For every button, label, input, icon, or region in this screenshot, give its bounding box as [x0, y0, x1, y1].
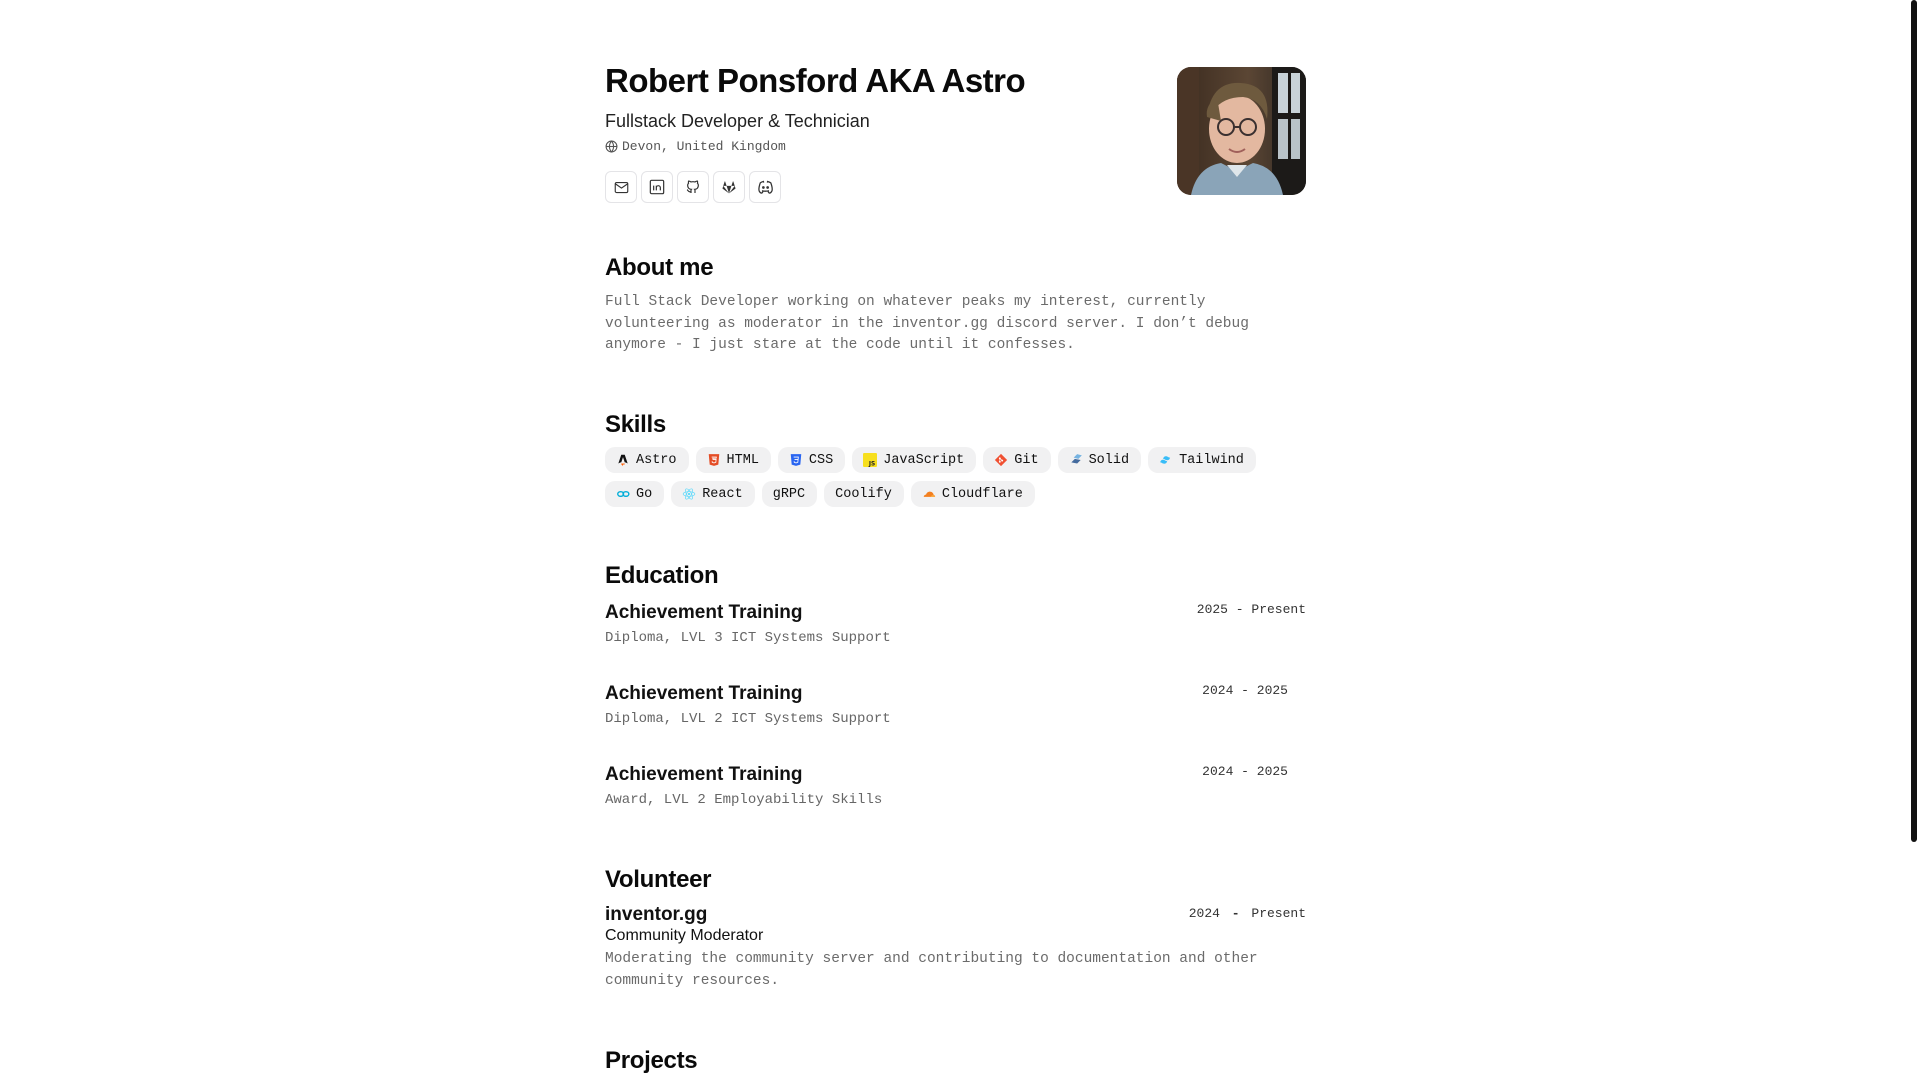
- gitlab-icon: [721, 179, 737, 195]
- email-button[interactable]: [605, 171, 637, 203]
- svg-text:JS: JS: [869, 461, 876, 467]
- volunteer-section: [605, 866, 1306, 994]
- education-school: Achievement Training: [605, 602, 803, 623]
- linkedin-icon: [649, 179, 665, 195]
- react-icon: [682, 487, 696, 501]
- mail-icon: [614, 180, 629, 195]
- javascript-icon: [863, 453, 877, 467]
- about-text: Full Stack Developer working on whatever peaks my interest, currently volunteering as moderator in the inventor.gg discord server. I don’t debug anymore - I just stare at the code until it confesses.: [605, 294, 1249, 353]
- linkedin-button[interactable]: [641, 171, 673, 203]
- css-icon: [789, 453, 803, 467]
- education-item: [605, 681, 1306, 762]
- skill-badge-html: [696, 447, 771, 473]
- skill-label: Go: [636, 486, 653, 502]
- projects-section: [605, 1047, 697, 1075]
- skill-badge-git: [983, 447, 1050, 473]
- globe-icon: [605, 140, 618, 153]
- education-item: [605, 762, 1306, 843]
- skill-label: CSS: [808, 452, 834, 468]
- scrollbar-thumb[interactable]: [1911, 0, 1917, 842]
- profile-location[interactable]: [605, 139, 786, 154]
- skill-label: gRPC: [772, 486, 806, 502]
- date-separator: -: [1231, 906, 1240, 921]
- discord-button[interactable]: [749, 171, 781, 203]
- go-icon: [616, 487, 630, 501]
- gitlab-button[interactable]: [713, 171, 745, 203]
- discord-icon: [757, 179, 774, 196]
- skill-label: Tailwind: [1179, 452, 1244, 468]
- skill-label: JavaScript: [883, 452, 965, 468]
- education-section: [605, 562, 1306, 843]
- skill-badge-coolify: [824, 481, 904, 507]
- page-scrollbar[interactable]: [1906, 0, 1920, 1080]
- skill-badge-cloudflare: [911, 481, 1035, 507]
- education-degree: Diploma, LVL 3 ICT Systems Support: [605, 630, 891, 646]
- astro-icon: [616, 453, 630, 467]
- git-icon: [994, 453, 1008, 467]
- volunteer-end: Present: [1251, 906, 1306, 921]
- volunteer-heading: Volunteer: [605, 866, 712, 893]
- skill-badge-javascript: [852, 447, 976, 473]
- skill-badge-tailwind: [1148, 447, 1256, 473]
- social-links: [605, 171, 781, 203]
- github-button[interactable]: [677, 171, 709, 203]
- solid-icon: [1069, 453, 1083, 467]
- skill-label: Coolify: [835, 486, 892, 502]
- education-date: 2025 - Present: [1196, 602, 1306, 617]
- volunteer-start: 2024: [1188, 906, 1220, 921]
- html-icon: [707, 453, 721, 467]
- skill-badge-go: [605, 481, 664, 507]
- location-text: Devon, United Kingdom: [622, 139, 786, 154]
- profile-subtitle: Fullstack Developer & Technician: [605, 111, 870, 131]
- education-date: 2024 - 2025: [1202, 683, 1288, 698]
- education-date: 2024 - 2025: [1202, 764, 1288, 779]
- volunteer-role: Community Moderator: [605, 927, 764, 944]
- profile-header: [605, 0, 1306, 200]
- education-school: Achievement Training: [605, 683, 803, 704]
- skill-label: React: [702, 486, 743, 502]
- profile-name: Robert Ponsford AKA Astro: [605, 62, 1026, 99]
- education-degree: Diploma, LVL 2 ICT Systems Support: [605, 711, 891, 727]
- github-icon: [685, 179, 701, 195]
- education-degree: Award, LVL 2 Employability Skills: [605, 792, 883, 808]
- volunteer-item: [605, 904, 1306, 994]
- education-item: [605, 600, 1306, 681]
- skill-badge-grpc: [762, 481, 817, 507]
- skill-badge-solid: [1058, 447, 1142, 473]
- volunteer-organization: inventor.gg: [605, 904, 708, 925]
- skill-label: Git: [1014, 452, 1039, 468]
- skill-badge-react: [671, 481, 755, 507]
- skill-badge-css: [778, 447, 845, 473]
- cloudflare-icon: [922, 487, 936, 501]
- about-section: [605, 254, 1306, 357]
- tailwind-icon: [1159, 453, 1173, 467]
- skill-badge-astro: [605, 447, 689, 473]
- skill-label: Solid: [1088, 452, 1130, 468]
- skill-label: HTML: [726, 452, 759, 468]
- skill-label: Astro: [636, 452, 677, 468]
- volunteer-description: Moderating the community server and contributing to documentation and other community resources.: [605, 951, 1258, 989]
- skills-section: [605, 411, 1306, 507]
- skill-label: Cloudflare: [941, 486, 1023, 502]
- projects-heading: Projects: [605, 1047, 698, 1074]
- skill-list: [605, 447, 1306, 507]
- resume-page: [605, 0, 1306, 1074]
- about-heading: About me: [605, 254, 714, 281]
- profile-photo: [1177, 67, 1306, 195]
- volunteer-date: [1189, 906, 1306, 921]
- skills-heading: Skills: [605, 411, 666, 438]
- avatar: [1177, 67, 1306, 195]
- education-heading: Education: [605, 562, 719, 589]
- education-school: Achievement Training: [605, 764, 803, 785]
